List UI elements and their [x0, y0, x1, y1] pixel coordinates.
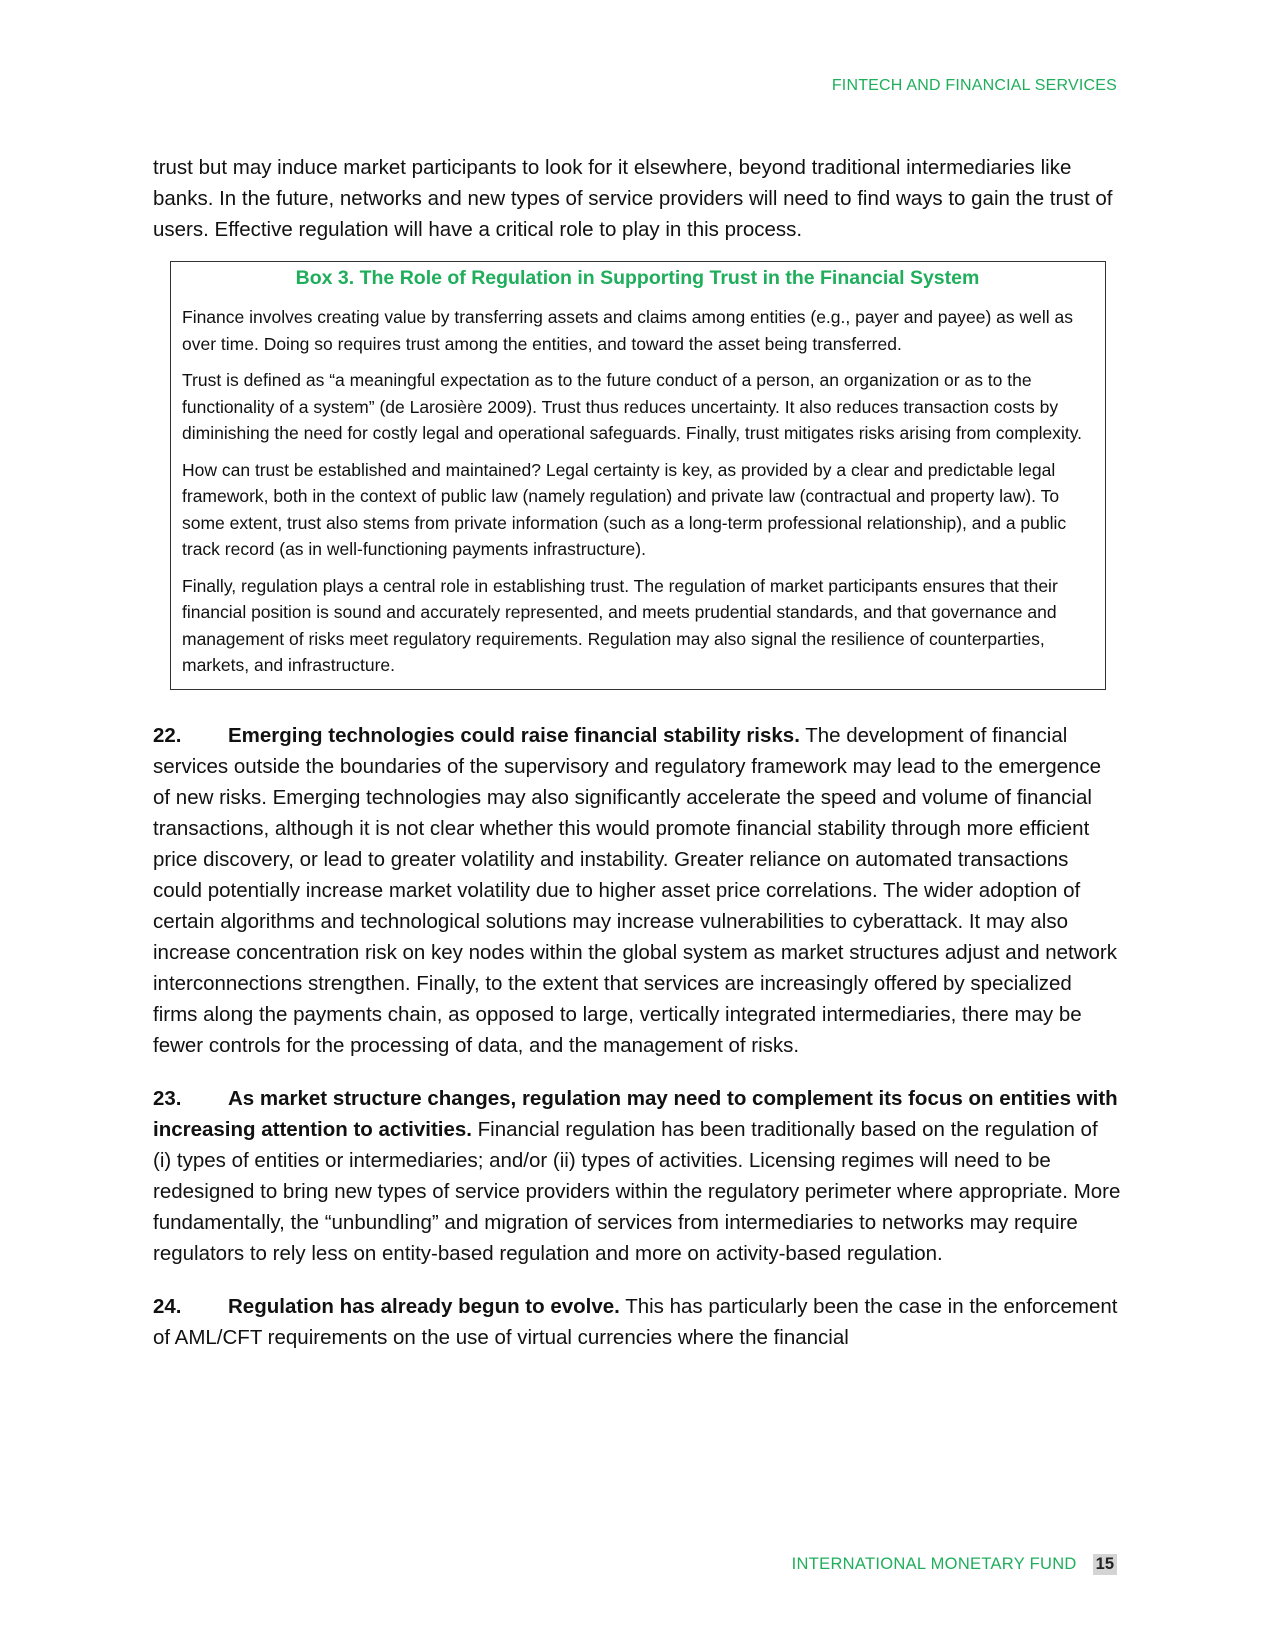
paragraph-gap — [153, 1061, 1121, 1083]
section-24 — [153, 1291, 1121, 1353]
footer-organization: INTERNATIONAL MONETARY FUND — [791, 1555, 1077, 1573]
box-paragraph: How can trust be established and maintained? Legal certainty is key, as provided by a clear and predictable legal framework, both in the context of public law (namely regulation) and private law (contractual and property law). To some extent, trust also stems from private information (such as a long-term professional relationship), and a public track record (as in well-functioning payments infrastructure). — [182, 459, 1067, 559]
intro-paragraph: trust but may induce market participants to look for it elsewhere, beyond traditional intermediaries like banks. In the future, networks and new types of service providers will need to find ways to gain the trust of users. Effective regulation will have a critical role to play in this process. — [153, 156, 1113, 241]
section-lead: Emerging technologies could raise financial stability risks. — [228, 723, 800, 747]
section-body: Financial regulation has been traditionally based on the regulation of (i) types of entities or intermediaries; and/or (ii) types of activities. Licensing regimes will need to be redesigned to bring new types of service providers within the regulatory perimeter where appropriate. More fundamentally, the “unbundling” and migration of services from intermediaries to networks may require regulators to rely less on entity-based regulation and more on activity-based regulation. — [153, 1117, 1121, 1265]
paragraph-gap — [153, 1269, 1121, 1291]
page-body — [153, 152, 1121, 1353]
section-22 — [153, 720, 1121, 1061]
section-number: 24. — [153, 1294, 182, 1318]
box-title: Box 3. The Role of Regulation in Supporting Trust in the Financial System — [295, 267, 980, 289]
page-number: 15 — [1093, 1554, 1117, 1575]
page-footer — [792, 1554, 1117, 1575]
section-body: The development of financial services outside the boundaries of the supervisory and regulatory framework may lead to the emergence of new risks. Emerging technologies may also significantly accelerate the speed and volume of financial transactions, although it is not clear whether this would promote financial stability through more efficient price discovery, or lead to greater volatility and instability. Greater reliance on automated transactions could potentially increase market volatility due to higher asset price correlations. The wider adoption of certain algorithms and technological solutions may increase vulnerabilities to cyberattack. It may also increase concentration risk on key nodes within the global system as market structures adjust and network interconnections strengthen. Finally, to the extent that services are increasingly offered by specialized firms along the payments chain, as opposed to large, vertically integrated intermediaries, there may be fewer controls for the processing of data, and the management of risks. — [153, 723, 1117, 1057]
running-header: FINTECH AND FINANCIAL SERVICES — [831, 77, 1117, 94]
section-body: This has particularly been the case in the enforcement of AML/CFT requirements on the use of virtual currencies where the financial — [153, 1294, 1118, 1349]
box-paragraph: Trust is defined as “a meaningful expectation as to the future conduct of a person, an organization or as to the functionality of a system” (de Larosière 2009). Trust thus reduces uncertainty. It also reduces transaction costs by diminishing the need for costly legal and operational safeguards. Finally, trust mitigates risks arising from complexity. — [182, 370, 1083, 443]
section-23 — [153, 1083, 1121, 1269]
box-paragraph: Finance involves creating value by transferring assets and claims among entities (e.g., payer and payee) as well as over time. Doing so requires trust among the entities, and toward the asset being transferred. — [182, 307, 1074, 354]
box-3 — [170, 261, 1106, 690]
section-lead: As market structure changes, regulation may need to complement its focus on entities with increasing attention to activities. — [153, 1086, 1118, 1141]
section-number: 23. — [153, 1086, 182, 1110]
section-number: 22. — [153, 723, 182, 747]
box-paragraph: Finally, regulation plays a central role in establishing trust. The regulation of market participants ensures that their financial position is sound and accurately represented, and meets prudential standards, and that governance and management of risks meet regulatory requirements. Regulation may also signal the resilience of counterparties, markets, and infrastructure. — [182, 575, 1058, 675]
section-lead: Regulation has already begun to evolve. — [228, 1294, 620, 1318]
